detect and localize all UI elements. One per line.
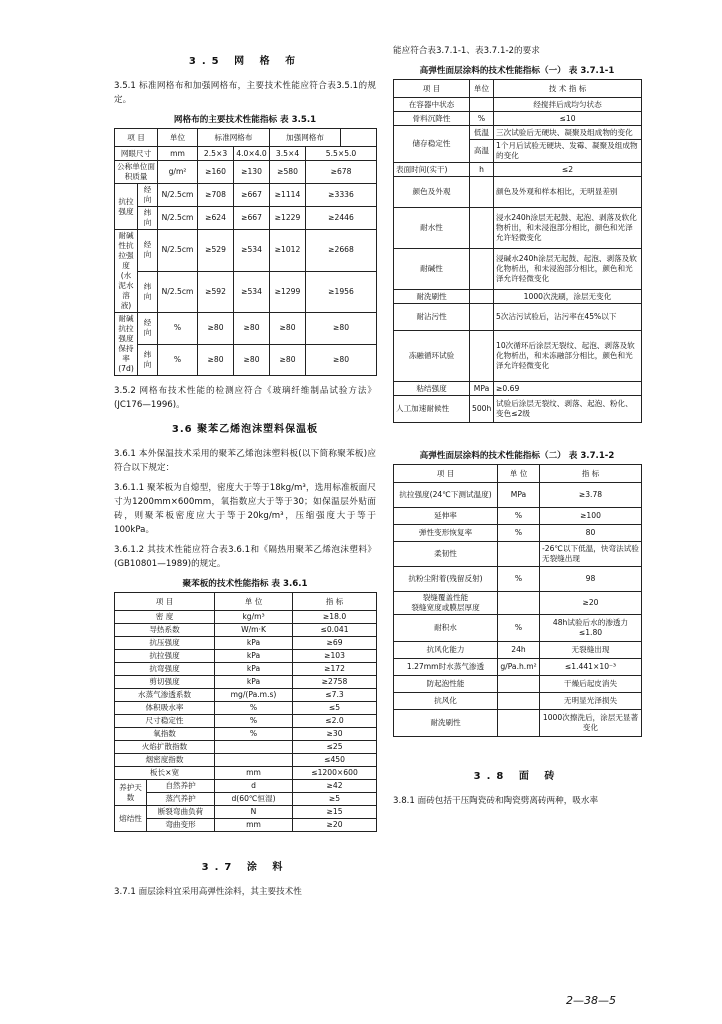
header-blank	[341, 129, 377, 147]
table-row: 表面时间(实干) h ≤2	[394, 163, 642, 177]
table-3-6-1-body	[115, 611, 377, 780]
para-3-5-2: 3.5.2 网格布技术性能的检测应符合《玻璃纤维制品试验方法》(JC176—1996)。	[114, 386, 376, 410]
table-3-5-1-title: 网格布的主要技术性能指标 表 3.5.1	[173, 115, 317, 125]
table-row: 耐积水 % 48h试验后水的渗透力≤1.80	[394, 615, 642, 642]
section-3-6-heading: 3.6 聚苯乙烯泡沫塑料保温板	[171, 424, 319, 435]
para-3-6-1-1: 3.6.1.1 聚苯板为自熄型，密度大于等于18kg/m³，选用标准板面尺寸为1200mm×600mm，氧指数应大于等于30；如保温层外贴面砖，则聚苯板密度应大于等于20kg/m³，压缩强度大于等于100kPa。	[114, 483, 376, 535]
table-row: 火焰扩散指数 ≤25	[115, 741, 377, 754]
page-number: 2—38—5	[566, 994, 616, 1007]
para-3-6-1-2: 3.6.1.2 其技术性能应符合表3.6.1和《隔热用聚苯乙烯泡沫塑料》(GB10801—1989)的规定。	[114, 545, 376, 569]
table-row: 抗风化能力 24h 无裂缝出现	[394, 642, 642, 659]
table-row: 烟密度指数 ≤450	[115, 754, 377, 767]
table-row: 粘结强度 MPa ≥0.69	[394, 382, 642, 396]
left-column	[114, 52, 376, 905]
table-row: 导热系数 W/m·K ≤0.041	[115, 624, 377, 637]
table-row: 公称单位面积质量 g/m² ≥160 ≥130 ≥580 ≥678	[115, 161, 377, 184]
table-row: 耐洗刷性 1000次洗刷，涂层无变化	[394, 290, 642, 304]
table-row: 耐碱性 浸碱水240h涂层无起鼓、起泡、剥落及软化物析出，和未浸泡部分相比，颜色和光泽允许轻微变化	[394, 249, 642, 290]
crack-cover-cell: 裂缝覆盖性能 裂缝宽度或膜层厚度	[394, 592, 498, 615]
table-row: 养护天数 自然养护 d ≥42	[115, 780, 377, 793]
table-row: 网眼尺寸 mm 2.5×3 4.0×4.0 3.5×4 5.5×5.0	[115, 147, 377, 161]
para-3-5-1: 3.5.1 标准网格布和加强网格布，主要技术性能应符合表3.5.1的规定。	[114, 81, 376, 105]
para-3-6-1: 3.6.1 本外保温技术采用的聚苯乙烯泡沫塑料板(以下简称聚苯板)应符合以下规定：	[114, 449, 376, 473]
table-row: 高温 1个月后试验无硬块、发霉、凝聚及组成物的变化	[394, 140, 642, 163]
table-3-5-1	[114, 128, 377, 376]
table-row: 水蒸气渗透系数 mg/(Pa.m.s) ≤7.3	[115, 689, 377, 702]
table-row: 耐碱抗拉强度保持率(7d) 经向 % ≥80 ≥80 ≥80 ≥80	[115, 313, 377, 345]
table-row: 耐水性 浸水240h涂层无起鼓、起泡、剥落及软化物析出，和未浸泡部分相比，颜色和光泽允许轻微变化	[394, 208, 642, 249]
header-item: 项 目	[115, 129, 158, 147]
table-row: 人工加速耐候性 500h 试验后涂层无裂纹、剥落、起泡、粉化、变色≤2级	[394, 396, 642, 423]
table-row: 骨料沉降性 % ≤10	[394, 112, 642, 126]
table-3-7-1-1-title: 高弹性面层涂料的技术性能指标（一） 表 3.7.1-1	[419, 66, 615, 76]
table-row: 纬向 N/2.5cm ≥624 ≥667 ≥1229 ≥2446	[115, 207, 377, 230]
table-row: 储存稳定性 低温 三次试验后无硬块、凝聚及组成物的变化	[394, 126, 642, 140]
table-row: 耐洗刷性 1000次擦洗后，涂层无显著变化	[394, 710, 642, 737]
header-standard-mesh: 标准网格布	[198, 129, 270, 147]
table-3-6-1	[114, 592, 377, 832]
table-row: 体积吸水率 % ≤5	[115, 702, 377, 715]
para-3-7-1: 3.7.1 面层涂料宜采用高弹性涂料，其主要技术性	[114, 887, 302, 897]
table-row: 耐碱性抗拉强度(水泥水溶液) 经向 N/2.5cm ≥529 ≥534 ≥1012 ≥2668	[115, 230, 377, 272]
header-reinforced-mesh: 加强网格布	[270, 129, 341, 147]
table-row: 耐沾污性 5次沾污试验后，沾污率在45%以下	[394, 304, 642, 331]
table-row: 熔结性 断裂弯曲负荷 N ≥15	[115, 806, 377, 819]
header-unit: 单位	[158, 129, 198, 147]
table-row: 抗拉强度 经向 N/2.5cm ≥708 ≥667 ≥1114 ≥3336	[115, 184, 377, 207]
table-row: 裂缝覆盖性能 裂缝宽度或膜层厚度 ≥20	[394, 592, 642, 615]
table-row: 板长×宽 mm ≤1200×600	[115, 767, 377, 780]
table-row: 柔韧性 -26℃以下低温，快弯法试验无裂缝出现	[394, 542, 642, 567]
table-row: 密 度 kg/m³ ≥18.0	[115, 611, 377, 624]
section-3-5-heading: 3.5 网 格 布	[188, 56, 302, 67]
section-3-8-heading: 3.8 面 砖	[473, 771, 561, 782]
table-row: 弹性变形恢复率 % 80	[394, 525, 642, 542]
table-row: 抗风化 无明显光泽损失	[394, 693, 642, 710]
table-row: 纬向 % ≥80 ≥80 ≥80 ≥80	[115, 344, 377, 376]
table-row: 抗压强度 kPa ≥69	[115, 637, 377, 650]
table-row: 延伸率 % ≥100	[394, 508, 642, 525]
section-3-7-heading: 3.7 涂 料	[201, 862, 289, 873]
table-row: 氧指数 % ≥30	[115, 728, 377, 741]
table-3-6-1-title: 聚苯板的技术性能指标 表 3.6.1	[182, 579, 308, 589]
table-row: 弯曲变形 mm ≥20	[115, 819, 377, 832]
table-row: 剪切强度 kPa ≥2758	[115, 676, 377, 689]
table-row: 在容器中状态 经搅拌后成均匀状态	[394, 98, 642, 112]
table-row: 尺寸稳定性 % ≤2.0	[115, 715, 377, 728]
table-row: 抗拉强度(24℃下测试温度) MPa ≥3.78	[394, 483, 642, 508]
table-row: 抗拉强度 kPa ≥103	[115, 650, 377, 663]
right-column	[393, 44, 641, 814]
table-3-7-1-2	[393, 464, 642, 737]
para-3-8-1: 3.8.1 面砖包括干压陶瓷砖和陶瓷劈离砖两种，吸水率	[393, 796, 599, 806]
table-header-row	[115, 129, 377, 147]
table-header-row: 项 目 单 位 指 标	[394, 465, 642, 483]
table-row: 防起泡性能 干燥后起皮消失	[394, 676, 642, 693]
table-row: 颜色及外观 颜色及外观和样本相比，无明显差别	[394, 177, 642, 208]
para-continued: 能应符合表3.7.1-1、表3.7.1-2的要求	[393, 46, 540, 56]
table-header-row: 项 目 单 位 指 标	[115, 593, 377, 611]
table-3-7-1-2-title: 高弹性面层涂料的技术性能指标（二） 表 3.7.1-2	[419, 451, 615, 461]
table-row: 冻融循环试验 10次循环后涂层无裂纹、起泡、剥落及软化物析出，和未冻融部分相比，颜色和光泽允许轻微变化	[394, 331, 642, 382]
table-row: 蒸汽养护 d(60℃恒湿) ≥5	[115, 793, 377, 806]
table-row: 抗弯强度 kPa ≥172	[115, 663, 377, 676]
table-3-7-1-1	[393, 79, 642, 423]
table-header-row: 项 目 单位 技 术 指 标	[394, 80, 642, 98]
table-row: 纬向 N/2.5cm ≥592 ≥534 ≥1299 ≥1956	[115, 271, 377, 313]
table-row: 1.27mm时水蒸气渗透 g/Pa.h.m² ≤1.441×10⁻³	[394, 659, 642, 676]
table-row: 抗粉尘附着(残留反射) % 98	[394, 567, 642, 592]
